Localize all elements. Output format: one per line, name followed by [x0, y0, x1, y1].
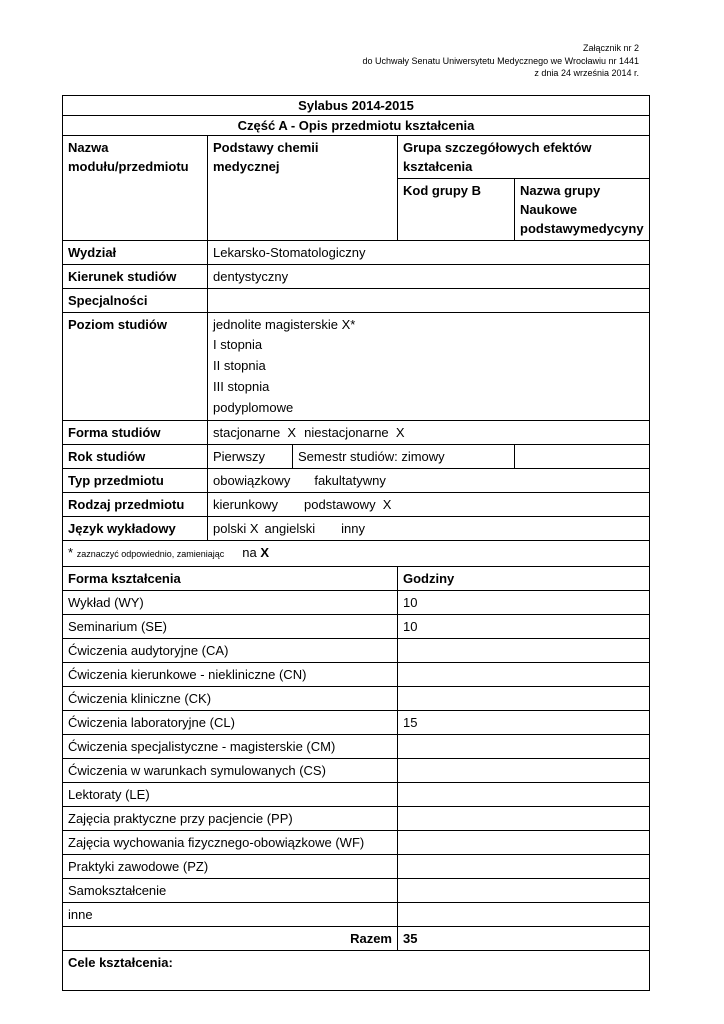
form-row-hours — [398, 663, 650, 687]
form-row-hours — [398, 759, 650, 783]
study-form-label: Forma studiów — [63, 421, 208, 445]
specialty-label: Specjalności — [63, 289, 208, 313]
form-row-hours: 10 — [398, 591, 650, 615]
form-row-hours — [398, 855, 650, 879]
group-name-line2: Naukowe — [520, 202, 578, 217]
form-row-hours — [398, 807, 650, 831]
attachment-resolution: do Uchwały Senatu Uniwersytetu Medycznego we Wrocławiu nr 1441 — [362, 55, 639, 66]
attachment-number: Załącznik nr 2 — [582, 43, 639, 53]
form-row-hours — [398, 831, 650, 855]
year-value: Pierwszy — [208, 445, 293, 469]
subject-kind-value — [208, 493, 650, 517]
level-options — [208, 313, 650, 421]
language-polish: polski X — [213, 521, 259, 536]
effects-group-label-line2: kształcenia — [403, 159, 473, 174]
form-row-hours — [398, 783, 650, 807]
study-form-parttime: niestacjonarne X — [304, 425, 405, 440]
total-label: Razem — [63, 927, 398, 951]
goals-label: Cele kształcenia: — [68, 955, 173, 970]
syllabus-title: Sylabus 2014-2015 — [63, 96, 650, 116]
form-row-hours — [398, 735, 650, 759]
level-option-2: I stopnia — [213, 337, 263, 352]
form-row-name: Wykład (WY) — [63, 591, 398, 615]
form-row-hours: 10 — [398, 615, 650, 639]
group-code: Kod grupy B — [398, 179, 515, 241]
level-option-1: jednolite magisterskie X* — [213, 317, 356, 332]
subject-kind-label: Rodzaj przedmiotu — [63, 493, 208, 517]
module-name-value-line2: medycznej — [213, 159, 280, 174]
syllabus-part: Część A - Opis przedmiotu kształcenia — [63, 116, 650, 136]
module-name-value-line1: Podstawy chemii — [213, 140, 319, 155]
total-value: 35 — [398, 927, 650, 951]
form-row-hours — [398, 639, 650, 663]
semester-extra — [515, 445, 650, 469]
form-row-name: Samokształcenie — [63, 879, 398, 903]
subject-type-mandatory: obowiązkowy — [213, 473, 291, 488]
form-row-name: Praktyki zawodowe (PZ) — [63, 855, 398, 879]
effects-group-label — [398, 136, 650, 179]
module-name-value — [208, 136, 398, 241]
study-form-fulltime: stacjonarne X — [213, 425, 297, 440]
faculty-label: Wydział — [63, 241, 208, 265]
faculty-value: Lekarsko-Stomatologiczny — [208, 241, 650, 265]
field-label: Kierunek studiów — [63, 265, 208, 289]
level-option-5: podyplomowe — [213, 400, 294, 415]
forms-header-hours: Godziny — [398, 567, 650, 591]
study-form-value — [208, 421, 650, 445]
form-row-hours — [398, 903, 650, 927]
specialty-value — [208, 289, 650, 313]
field-value: dentystyczny — [208, 265, 650, 289]
subject-type-optional: fakultatywny — [314, 473, 386, 488]
language-english: angielski — [264, 521, 316, 536]
subject-kind-basic: podstawowy X — [304, 497, 392, 512]
form-row-name: Lektoraty (LE) — [63, 783, 398, 807]
group-name-line3: podstawymedycyny — [520, 221, 644, 236]
form-row-name: Ćwiczenia kierunkowe - niekliniczne (CN) — [63, 663, 398, 687]
module-name-label-line2: modułu/przedmiotu — [68, 159, 189, 174]
level-option-4: III stopnia — [213, 379, 270, 394]
attachment-header — [363, 42, 639, 80]
form-row-name: Seminarium (SE) — [63, 615, 398, 639]
note-text: zaznaczyć odpowiednio, zamieniając — [76, 549, 225, 559]
selection-note — [63, 541, 650, 567]
form-row-name: Ćwiczenia w warunkach symulowanych (CS) — [63, 759, 398, 783]
semester-value: Semestr studiów: zimowy — [293, 445, 515, 469]
form-row-name: Zajęcia wychowania fizycznego-obowiązkowe (WF) — [63, 831, 398, 855]
effects-group-label-line1: Grupa szczegółowych efektów — [403, 140, 592, 155]
language-label: Język wykładowy — [63, 517, 208, 541]
forms-header-form: Forma kształcenia — [63, 567, 398, 591]
subject-type-value — [208, 469, 650, 493]
subject-kind-directional: kierunkowy — [213, 497, 279, 512]
language-value — [208, 517, 650, 541]
group-name-line1: Nazwa grupy — [520, 183, 601, 198]
form-row-name: Ćwiczenia kliniczne (CK) — [63, 687, 398, 711]
form-row-name: Ćwiczenia audytoryjne (CA) — [63, 639, 398, 663]
language-other: inny — [341, 521, 365, 536]
syllabus-table — [62, 95, 650, 991]
attachment-date: z dnia 24 września 2014 r. — [534, 68, 639, 78]
form-row-hours — [398, 879, 650, 903]
form-row-name: Ćwiczenia laboratoryjne (CL) — [63, 711, 398, 735]
form-row-name: Ćwiczenia specjalistyczne - magisterskie (CM) — [63, 735, 398, 759]
goals-cell — [63, 951, 650, 991]
form-row-hours — [398, 687, 650, 711]
level-option-3: II stopnia — [213, 358, 266, 373]
note-asterisk: * — [68, 545, 74, 560]
form-row-name: inne — [63, 903, 398, 927]
module-name-label — [63, 136, 208, 241]
form-row-name: Zajęcia praktyczne przy pacjencie (PP) — [63, 807, 398, 831]
subject-type-label: Typ przedmiotu — [63, 469, 208, 493]
note-x: X — [260, 545, 270, 560]
form-row-hours: 15 — [398, 711, 650, 735]
note-na: na — [242, 545, 257, 560]
group-name — [515, 179, 650, 241]
year-label: Rok studiów — [63, 445, 208, 469]
module-name-label-line1: Nazwa — [68, 140, 109, 155]
level-label: Poziom studiów — [63, 313, 208, 421]
